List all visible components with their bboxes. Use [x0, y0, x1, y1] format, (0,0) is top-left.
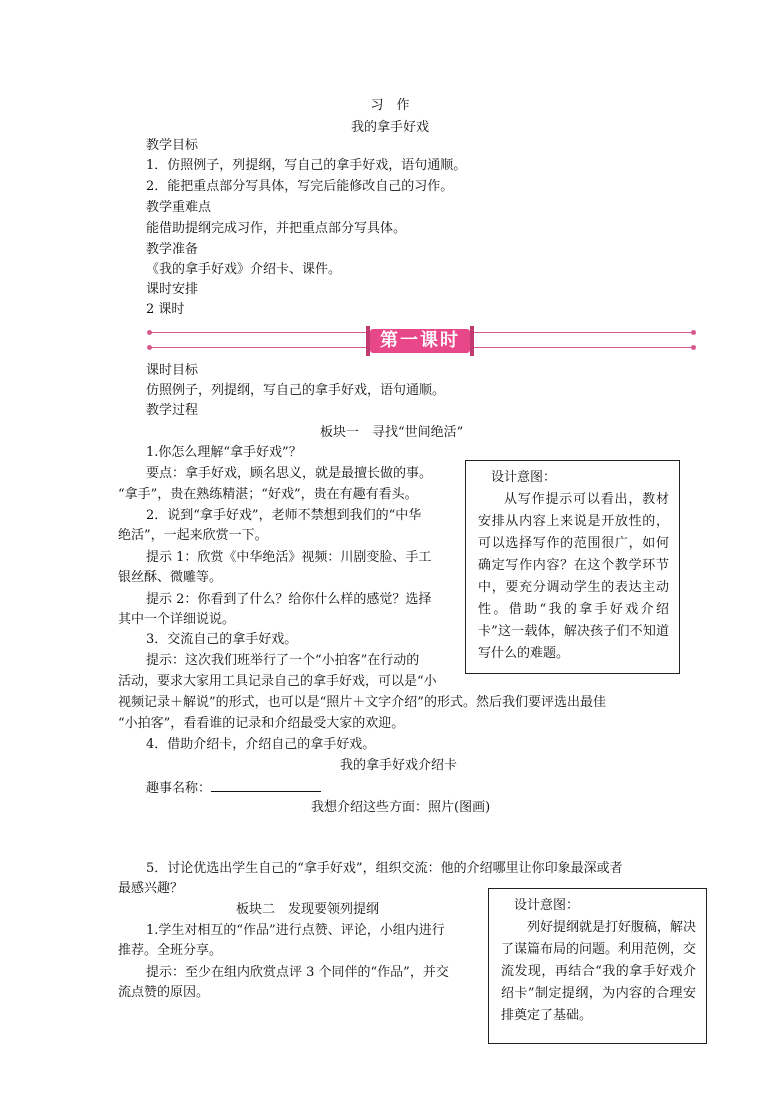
question-4: 4．借助介绍卡，介绍自己的拿手好戏。 — [146, 737, 376, 752]
question-2-line2: 绝活”，一起来欣赏一下。 — [118, 528, 268, 543]
schedule-text: 2 课时 — [146, 302, 185, 317]
tip-3-line3: 视频记录＋解说”的形式，也可以是“照片＋文字介绍”的形式。然后我们要评选出最佳 — [118, 695, 606, 710]
card-name-blank — [211, 777, 321, 792]
rule-left-top — [150, 332, 370, 333]
rule-left-bottom — [150, 347, 370, 348]
tip-2-line1: 提示 2：你看到了什么？给你什么样的感觉？选择 — [146, 592, 432, 607]
page-subtitle-wrap — [0, 118, 780, 138]
point-1: 要点：拿手好戏，顾名思义，就是最擅长做的事。 — [146, 466, 433, 481]
tip-3-line4: “小拍客”，看看谁的记录和介绍最受大家的欢迎。 — [118, 716, 405, 731]
question-3: 3．交流自己的拿手好戏。 — [146, 632, 298, 647]
lesson-goals-heading: 课时目标 — [146, 363, 199, 378]
module2-line1: 1.学生对相互的“作品”进行点赞、评论，小组内进行 — [146, 923, 445, 938]
design-intent-2-heading: 设计意图： — [514, 898, 580, 913]
banner-box — [370, 329, 470, 353]
card-name-row — [146, 777, 321, 799]
card-title: 我的拿手好戏介绍卡 — [340, 758, 458, 773]
page-subtitle: 我的拿手好戏 — [350, 120, 429, 135]
question-5-line1: 5．讨论优选出学生自己的“拿手好戏”，组织交流：他的介绍哪里让你印象最深或者 — [146, 861, 623, 876]
tip-1-line1: 提示 1：欣赏《中华绝活》视频：川剧变脸、手工 — [146, 550, 432, 565]
question-5-line2: 最感兴趣？ — [118, 881, 184, 896]
tip-1-line2: 银丝酥、微雕等。 — [118, 570, 223, 585]
tip-3-line2: 活动，要求大家用工具记录自己的拿手好戏，可以是“小 — [118, 674, 437, 689]
page-title: 习 作 — [370, 98, 410, 113]
point-2: “拿手”，贵在熟练精湛；“好戏”，贵在有趣有看头。 — [118, 487, 418, 502]
module2-line2: 推荐。全班分享。 — [118, 943, 223, 958]
goal-1: 1．仿照例子，列提纲，写自己的拿手好戏，语句通顺。 — [146, 158, 467, 173]
page-title-wrap — [0, 96, 780, 116]
module2-title: 板块二 发现要领列提纲 — [236, 902, 380, 917]
process-heading: 教学过程 — [146, 403, 199, 418]
design-intent-box-1 — [465, 460, 680, 674]
banner-edge-right — [470, 326, 474, 356]
banner-label: 第一课时 — [380, 330, 460, 351]
lesson-goals-text: 仿照例子，列提纲，写自己的拿手好戏，语句通顺。 — [146, 383, 446, 398]
goal-2: 2．能把重点部分写具体，写完后能修改自己的习作。 — [146, 179, 454, 194]
design-intent-2-text: 列好提纲就是打好腹稿，解决了谋篇布局的问题。利用范例，交流发现，再结合“我的拿手好戏介绍卡”制定提纲，为内容的合理安排奠定了基础。 — [501, 920, 697, 1023]
design-intent-box-2 — [488, 888, 707, 1044]
tip-2-line2: 其中一个详细说说。 — [118, 612, 236, 627]
module2-tip-line2: 流点赞的原因。 — [118, 985, 210, 1000]
question-1: 1.你怎么理解“拿手好戏”？ — [146, 445, 302, 460]
question-2-line1: 2．说到“拿手好戏”，老师不禁想到我们的“中华 — [146, 508, 422, 523]
card-name-label: 趣事名称： — [146, 781, 212, 796]
module2-tip-line1: 提示：至少在组内欣赏点评 3 个同伴的“作品”，并交 — [146, 965, 449, 980]
key-text: 能借助提纲完成习作，并把重点部分写具体。 — [146, 221, 407, 236]
design-intent-1-text: 从写作提示可以看出，教材安排从内容上来说是开放性的，可以选择写作的范围很广，如何确定写作内容？在这个教学环节中，要充分调动学生的表达主动性。借助“我的拿手好戏介绍卡”这一载体，解决孩子们不知道写什么的难题。 — [478, 492, 669, 661]
prep-heading: 教学准备 — [146, 242, 199, 257]
goals-heading: 教学目标 — [146, 138, 199, 153]
rule-right-bottom — [470, 347, 694, 348]
module1-title: 板块一 寻找“世间绝活” — [320, 425, 464, 440]
rule-right-top — [470, 332, 694, 333]
card-aspects: 我想介绍这些方面：照片(图画) — [311, 800, 491, 815]
tip-3-line1: 提示：这次我们班举行了一个“小拍客”在行动的 — [146, 653, 420, 668]
schedule-heading: 课时安排 — [146, 282, 199, 297]
key-heading: 教学重难点 — [146, 200, 212, 215]
design-intent-1-heading: 设计意图： — [491, 470, 557, 485]
prep-text: 《我的拿手好戏》介绍卡、课件。 — [146, 262, 342, 277]
